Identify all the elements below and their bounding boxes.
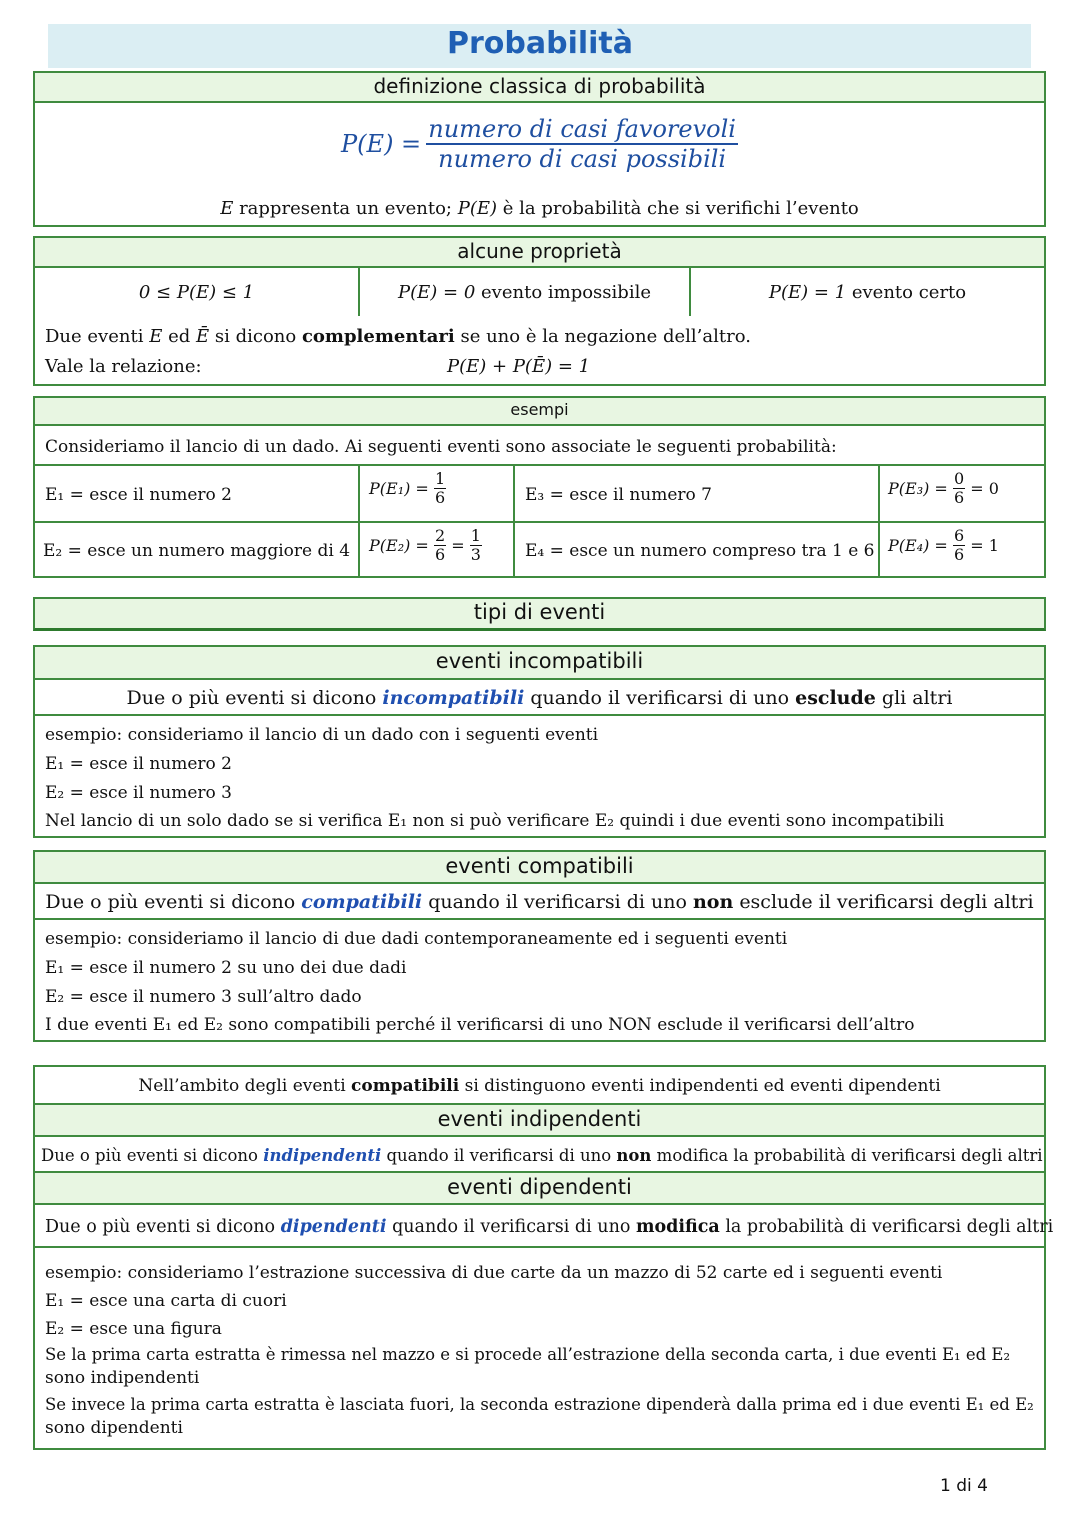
p1-den: 6 (434, 488, 446, 507)
comp-keyword: complementari (301, 326, 455, 347)
p2-eq: = (451, 536, 465, 555)
prob-e3 (888, 470, 999, 507)
inc-keyword: incompatibili (382, 687, 525, 709)
note-pe-symbol: P(E) (457, 198, 498, 219)
compatibili-intro (35, 1073, 1044, 1099)
comp-def-a: Due o più eventi si dicono (45, 891, 296, 913)
section-header-compatibili: eventi compatibili (33, 850, 1046, 884)
esempi-intro-box (33, 424, 1046, 466)
dipendenti-example-box (33, 1246, 1046, 1450)
prop2-text: evento impossibile (481, 282, 651, 303)
section-header-indipendenti: eventi indipendenti (33, 1103, 1046, 1137)
comp-example-line-2: E₂ = esce il numero 3 sull’altro dado (45, 987, 362, 1007)
incompatibili-example-box (33, 714, 1046, 838)
properties-row (33, 266, 1046, 318)
section-header-definizione: definizione classica di probabilità (33, 71, 1046, 103)
comp-def-c: esclude il verificarsi degli altri (739, 891, 1034, 913)
intro-bold: compatibili (351, 1076, 460, 1096)
prop3-text: evento certo (851, 282, 967, 303)
p4-fraction (953, 527, 965, 564)
dip-example-line-4b: sono dipendenti (45, 1418, 183, 1438)
event-e1: E₁ = esce il numero 2 (45, 485, 232, 505)
ind-def-b: quando il verificarsi di uno (386, 1146, 612, 1165)
p3-fraction (953, 470, 965, 507)
dip-example-line-1: E₁ = esce una carta di cuori (45, 1291, 287, 1311)
p2-num: 2 (434, 526, 446, 545)
section-header-dipendenti: eventi dipendenti (33, 1171, 1046, 1205)
p3-num: 0 (953, 469, 965, 488)
comp-text-a: Due eventi (45, 326, 144, 347)
page-number: 1 di 4 (940, 1476, 988, 1496)
inc-def-c: gli altri (881, 687, 953, 709)
esempi-table (33, 464, 1046, 578)
prob-e2 (369, 527, 482, 564)
intro-a: Nell’ambito degli eventi (138, 1076, 346, 1096)
dip-def-c: la probabilità di verificarsi degli altri (725, 1217, 1054, 1237)
section-header-incompatibili: eventi incompatibili (33, 645, 1046, 680)
dipendenti-definition-box (33, 1203, 1054, 1248)
dip-def-b: quando il verificarsi di uno (392, 1217, 631, 1237)
note-text-b: è la probabilità che si verifichi l’evento (502, 198, 859, 219)
comp-keyword-blue: compatibili (301, 891, 423, 913)
p2-den: 6 (434, 545, 446, 564)
incompatibili-definition (35, 685, 1044, 711)
dip-def-bold: modifica (635, 1217, 720, 1237)
ind-def-bold: non (616, 1146, 652, 1165)
inc-example-line-1: E₁ = esce il numero 2 (45, 754, 232, 774)
p3-den: 6 (953, 488, 965, 507)
p4-num: 6 (953, 526, 965, 545)
ind-keyword: indipendenti (263, 1146, 382, 1165)
compatibili-intro-box (33, 1065, 1046, 1105)
comp-e: E (149, 326, 163, 347)
relation-label: Vale la relazione: (45, 356, 202, 377)
event-e3: E₃ = esce il numero 7 (525, 485, 712, 505)
indipendenti-definition-box (33, 1135, 1046, 1173)
comp-example-line-0: esempio: consideriamo il lancio di due dadi contemporaneamente ed i seguenti eventi (45, 929, 788, 949)
dip-keyword: dipendenti (280, 1217, 387, 1237)
property-certain (691, 280, 1044, 306)
probability-formula (35, 115, 1044, 173)
p1-lhs: P(E₁) = (369, 479, 429, 498)
definition-box (33, 101, 1046, 227)
section-header-proprieta: alcune proprietà (33, 236, 1046, 268)
intro-b: si distinguono eventi indipendenti ed eventi dipendenti (464, 1076, 941, 1096)
dip-example-line-2: E₂ = esce una figura (45, 1319, 222, 1339)
property-range: 0 ≤ P(E) ≤ 1 (138, 282, 255, 303)
ind-def-a: Due o più eventi si dicono (41, 1146, 258, 1165)
prop3-math: P(E) = 1 (768, 282, 847, 303)
event-e2: E₂ = esce un numero maggiore di 4 (43, 541, 351, 561)
comp-text-c: se uno è la negazione dell’altro. (460, 326, 751, 347)
compatibili-example-box (33, 918, 1046, 1042)
p1-num: 1 (434, 469, 446, 488)
section-header-esempi: esempi (33, 396, 1046, 426)
dip-example-line-0: esempio: consideriamo l’estrazione successiva di due carte da un mazzo di 52 carte ed i seguenti eventi (45, 1263, 943, 1283)
p2-lhs: P(E₂) = (369, 536, 429, 555)
p2-fraction (434, 527, 446, 564)
prob-e4 (888, 527, 999, 564)
p4-lhs: P(E₄) = (888, 536, 948, 555)
dipendenti-definition (45, 1214, 1053, 1240)
section-header-tipi: tipi di eventi (33, 597, 1046, 631)
comp-ed: ed (168, 326, 191, 347)
compatibili-definition (35, 889, 1044, 915)
formula-fraction (426, 115, 738, 173)
inc-example-line-2: E₂ = esce il numero 3 (45, 783, 232, 803)
note-event-symbol: E (220, 198, 234, 219)
p3-rhs: = 0 (970, 479, 999, 498)
relation-formula: P(E) + P(Ē) = 1 (447, 356, 591, 377)
p2-num2: 1 (470, 526, 481, 545)
dip-example-line-4a: Se invece la prima carta estratta è lasciata fuori, la seconda estrazione dipenderà dalla prima ed i due eventi E₁ ed E₂ (45, 1395, 1034, 1414)
p4-den: 6 (953, 545, 965, 564)
p1-fraction (434, 470, 446, 507)
esempi-intro: Consideriamo il lancio di un dado. Ai seguenti eventi sono associate le seguenti probabilità: (45, 437, 837, 457)
note-text-a: rappresenta un evento; (239, 198, 452, 219)
formula-lhs: P(E) = (341, 130, 422, 158)
comp-ebar: Ē (196, 326, 210, 347)
inc-def-a: Due o più eventi si dicono (126, 687, 377, 709)
complementary-definition (45, 324, 751, 350)
p2-fraction-simplified (470, 527, 482, 564)
inc-example-line-3: Nel lancio di un solo dado se si verifica E₁ non si può verificare E₂ quindi i due eventi sono incompatibili (45, 811, 945, 831)
page-title: Probabilità (446, 26, 634, 61)
comp-def-bold: non (692, 891, 734, 913)
p2-den2: 3 (470, 545, 481, 564)
dip-def-a: Due o più eventi si dicono (45, 1217, 276, 1237)
prop2-math: P(E) = 0 (398, 282, 476, 303)
comp-example-line-3: I due eventi E₁ ed E₂ sono compatibili perché il verificarsi di uno NON esclude il verificarsi dell’altro (45, 1015, 915, 1035)
property-impossible (360, 280, 689, 306)
p4-rhs: = 1 (970, 536, 999, 555)
comp-def-b: quando il verificarsi di uno (428, 891, 687, 913)
formula-denominator: numero di casi possibili (438, 145, 727, 173)
incompatibili-definition-box (33, 678, 1046, 716)
inc-example-line-0: esempio: consideriamo il lancio di un dado con i seguenti eventi (45, 725, 599, 745)
ind-def-c: modifica la probabilità di verificarsi degli altri (656, 1146, 1043, 1165)
dip-example-line-3a: Se la prima carta estratta è rimessa nel mazzo e si procede all’estrazione della seconda carta, i due eventi E₁ ed E₂ (45, 1345, 1011, 1364)
event-e4: E₄ = esce un numero compreso tra 1 e 6 (525, 541, 875, 561)
compatibili-definition-box (33, 882, 1046, 920)
inc-def-bold: esclude (795, 687, 876, 709)
dip-example-line-3b: sono indipendenti (45, 1368, 200, 1388)
indipendenti-definition (41, 1143, 1043, 1169)
comp-text-b: si dicono (214, 326, 297, 347)
formula-numerator: numero di casi favorevoli (428, 115, 736, 143)
prob-e1 (369, 470, 446, 507)
comp-example-line-1: E₁ = esce il numero 2 su uno dei due dadi (45, 958, 407, 978)
definition-note (35, 196, 1044, 222)
complementary-box (33, 316, 1046, 386)
inc-def-b: quando il verificarsi di uno (530, 687, 790, 709)
p3-lhs: P(E₃) = (888, 479, 948, 498)
